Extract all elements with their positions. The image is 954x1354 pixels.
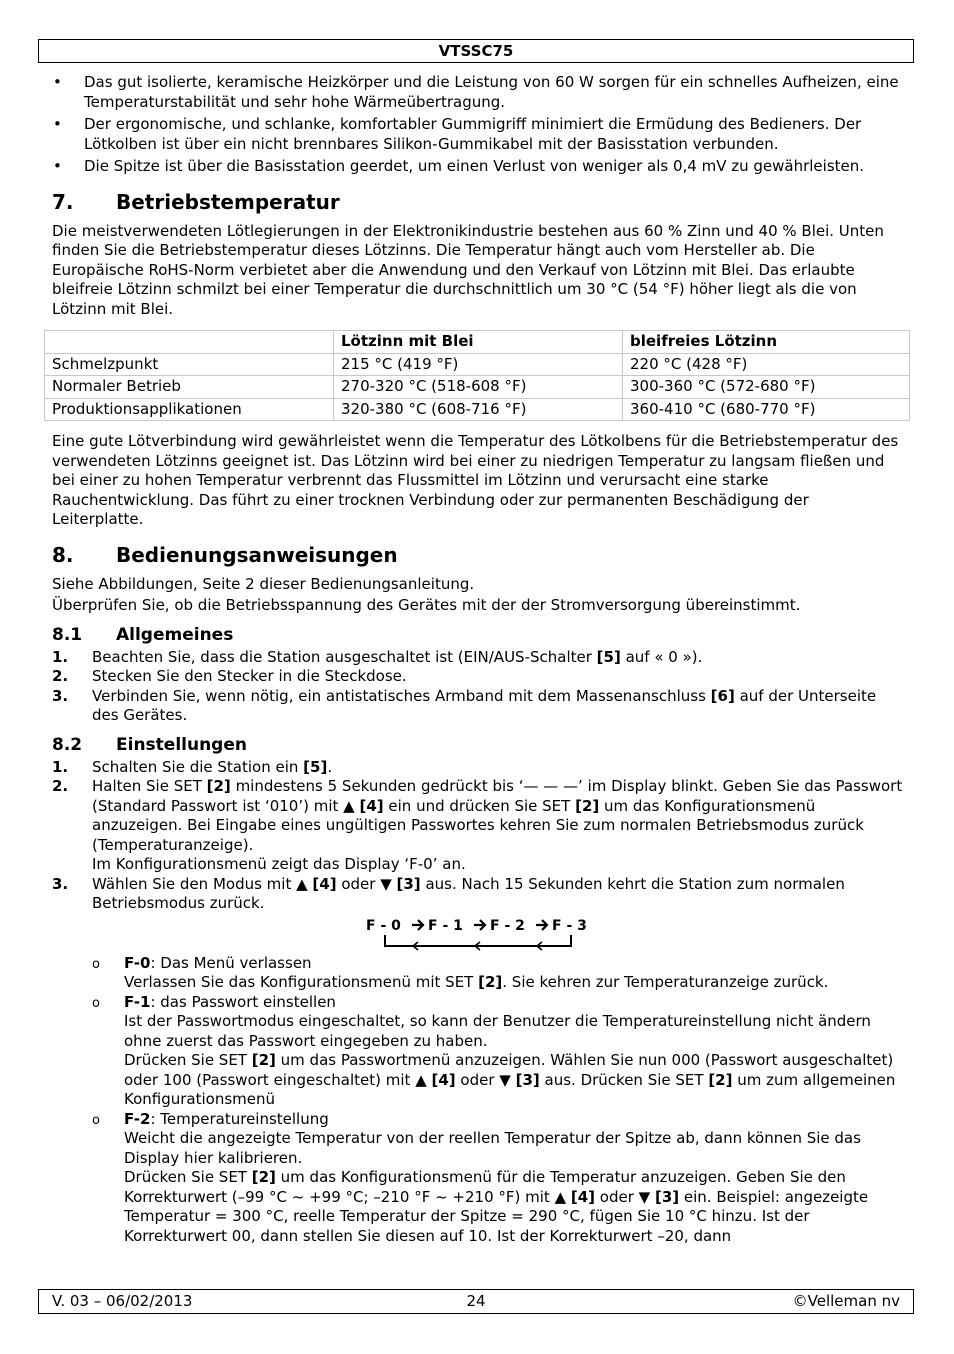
reference-label: [2]: [575, 796, 600, 815]
reference-label: [3]: [396, 874, 421, 893]
option-text: oder ▼: [455, 1070, 516, 1089]
section-title: Betriebstemperatur: [116, 189, 340, 214]
table-cell: 360-410 °C (680-770 °F): [623, 398, 910, 421]
step-text: mindestens 5 Sekunden gedrückt bis ‘— — —’ im Display blinkt. Geben Sie das Passwort (Standard Passwort ist ‘010’) mit ▲: [92, 777, 903, 815]
step-number: 3.: [52, 874, 69, 893]
subsection-heading-8-1: [52, 624, 904, 646]
option-title: : Das Menü verlassen: [150, 953, 312, 972]
subsection-number: 8.2: [52, 734, 83, 755]
arrow-right-icon: [536, 920, 547, 930]
arrow-right-icon: [474, 920, 485, 930]
table-cell: Schmelzpunkt: [45, 353, 334, 376]
option-text: ein. Beispiel: angezeigte Temperatur = 300 °C, reelle Temperatur der Spitze = 290 °C, fügen Sie 10 °C hinzu. Ist der Korrekturwert 00, dann stellen Sie diesen auf 10. Ist der Korrekturwert –20, dann: [124, 1187, 869, 1245]
reference-label: [5]: [303, 757, 328, 776]
step-item: [52, 875, 904, 914]
option-key: F-1: [124, 992, 151, 1011]
step-text: Stecken Sie den Stecker in die Steckdose.: [92, 667, 407, 685]
page-content: [52, 73, 904, 1246]
menu-options-list: [92, 954, 904, 1247]
step-text: Schalten Sie die Station ein: [92, 757, 304, 776]
step-text: ein und drücken Sie SET: [383, 796, 576, 815]
step-number: 2.: [52, 667, 69, 685]
version-label: V. 03 – 06/02/2013: [52, 1292, 193, 1310]
step-number: 1.: [52, 757, 69, 776]
step-text: oder ▼: [336, 874, 397, 893]
page-footer: [38, 1289, 914, 1314]
option-text: Weicht die angezeigte Temperatur von der reellen Temperatur der Spitze ab, dann können Sie das Display hier kalibrieren.: [124, 1129, 861, 1167]
step-text: um das Konfigurationsmenü anzuzeigen. Bei Eingabe eines ungültigen Passwortes kehren Sie zum normalen Betriebsmodus zurück (Temperaturanzeige).: [92, 796, 864, 854]
option-text: um das Passwortmenü anzuzeigen. Wählen Sie nun 000 (Passwort ausgeschaltet) oder 100 (Passwort eingeschaltet) mit ▲: [124, 1051, 894, 1089]
table-header-cell: bleifreies Lötzinn: [623, 331, 910, 354]
option-text: Verlassen Sie das Konfigurationsmenü mit SET: [124, 973, 479, 991]
diagram-label-f1: F - 1: [428, 917, 463, 934]
reference-label: [4]: [431, 1070, 456, 1089]
step-item: [52, 667, 904, 687]
table-cell: 270-320 °C (518-608 °F): [334, 376, 623, 399]
option-text: um zum allgemeinen Konfigurationsmenü: [124, 1070, 896, 1108]
reference-label: [5]: [596, 647, 621, 666]
header-title: VTSSC75: [438, 42, 514, 60]
option-key: F-0: [124, 953, 151, 972]
step-text: auf « 0 »).: [620, 647, 703, 666]
step-text: aus. Nach 15 Sekunden kehrt die Station zum normalen Betriebsmodus zurück.: [92, 874, 845, 912]
menu-option-f2: [92, 1110, 904, 1247]
step-number: 3.: [52, 686, 69, 705]
paragraph: Die meistverwendeten Lötlegierungen in der Elektronikindustrie bestehen aus 60 % Zinn und 40 % Blei. Unten finden Sie die Betriebstemperatur dieses Lötzinns. Die Temperatur hängt auch vom Hersteller ab. Die Europäische RoHS-Norm verbietet aber die Anwendung und den Verkauf von Lötzinn mit Blei. Das erlaubte bleifreie Lötzinn schmilzt bei einer Temperatur die durchschnittlich um 30 °C (54 °F) höher liegt als die von Lötzinn mit Blei.: [52, 221, 884, 318]
table-header-row: [45, 331, 910, 354]
reference-label: [4]: [312, 874, 337, 893]
step-item: [52, 648, 904, 668]
option-key: F-2: [124, 1109, 151, 1128]
table-cell: Produktionsapplikationen: [45, 398, 334, 421]
step-text: auf der Unterseite des Gerätes.: [92, 686, 877, 724]
section-number: 7.: [52, 189, 74, 214]
page-header: [38, 39, 914, 63]
paragraph: Siehe Abbildungen, Seite 2 dieser Bedienungsanleitung.: [52, 574, 475, 593]
reference-label: [2]: [251, 1168, 276, 1186]
option-text: Drücken Sie SET: [124, 1168, 252, 1186]
reference-label: [2]: [478, 973, 503, 991]
section-title: Bedienungsanweisungen: [116, 542, 398, 567]
table-header-cell: [45, 331, 334, 354]
step-text: Wählen Sie den Modus mit ▲: [92, 874, 313, 893]
subsection-heading-8-2: [52, 734, 904, 756]
paragraph: Überprüfen Sie, ob die Betriebsspannung des Gerätes mit der der Stromversorgung übereinstimmt.: [52, 596, 801, 614]
step-text: Im Konfigurationsmenü zeigt das Display ‘F-0’ an.: [92, 855, 466, 873]
option-text: . Sie kehren zur Temperaturanzeige zurück.: [502, 973, 829, 991]
section-heading-8: [52, 543, 904, 567]
reference-label: [3]: [654, 1187, 680, 1206]
table-header-cell: Lötzinn mit Blei: [334, 331, 623, 354]
option-title: : das Passwort einstellen: [150, 992, 336, 1011]
step-text: Beachten Sie, dass die Station ausgeschaltet ist (EIN/AUS-Schalter: [92, 647, 597, 666]
page-number: 24: [466, 1292, 486, 1310]
table-cell: 215 °C (419 °F): [334, 353, 623, 376]
steps-list: [52, 758, 904, 914]
table-cell: 300-360 °C (572-680 °F): [623, 376, 910, 399]
table-row: [45, 376, 910, 399]
return-path-icon: [385, 935, 571, 950]
step-number: 2.: [52, 777, 69, 795]
section-number: 8.: [52, 542, 74, 567]
menu-cycle-diagram: [366, 916, 596, 952]
table-cell: Normaler Betrieb: [45, 376, 334, 399]
option-title: : Temperatureinstellung: [150, 1109, 329, 1128]
reference-label: [3]: [515, 1070, 540, 1089]
bullet-item: • Das gut isolierte, keramische Heizkörper und die Leistung von 60 W sorgen für ein schnelles Aufheizen, eine Temperaturstabilität und sehr hohe Wärmeübertragung.: [52, 73, 904, 112]
copyright-label: ©Velleman nv: [792, 1292, 900, 1310]
paragraph: Eine gute Lötverbindung wird gewährleistet wenn die Temperatur des Lötkolbens für die Betriebstemperatur des verwendeten Lötzinns geeignet ist. Das Lötzinn wird bei einer zu niedrigen Temperatur zu langsam fließen und bei einer zu hohen Temperatur verbrennt das Flussmittel im Lötzinn und verursacht eine starke Rauchentwicklung. Das führt zu einer trocknen Verbindung oder zur permanenten Beschädigung der Leiterplatte.: [52, 432, 899, 528]
section-heading-7: [52, 190, 904, 214]
bullet-item: • Der ergonomische, und schlanke, komfortabler Gummigriff minimiert die Ermüdung des Bedieners. Der Lötkolben ist über ein nicht brennbares Silikon-Gummikabel mit der Basisstation verbunden.: [52, 115, 904, 154]
menu-option-f1: [92, 993, 904, 1110]
table-cell: 220 °C (428 °F): [623, 353, 910, 376]
option-text: Ist der Passwortmodus eingeschaltet, so kann der Benutzer die Temperatureinstellung nicht ändern ohne zuerst das Passwort eingegeben zu haben.: [124, 1012, 871, 1050]
step-text: Halten Sie SET: [92, 777, 207, 795]
step-item: [52, 687, 904, 726]
table-cell: 320-380 °C (608-716 °F): [334, 398, 623, 421]
arrow-right-icon: [412, 920, 423, 930]
diagram-label-f0: F - 0: [366, 917, 401, 934]
menu-option-f0: [92, 954, 904, 993]
steps-list: [52, 648, 904, 726]
reference-label: [2]: [251, 1051, 276, 1069]
reference-label: [4]: [570, 1187, 596, 1206]
subsection-number: 8.1: [52, 624, 83, 645]
temperature-table: [44, 330, 910, 421]
subsection-title: Allgemeines: [116, 624, 234, 645]
step-number: 1.: [52, 647, 69, 666]
intro-bullet-list: [52, 73, 904, 177]
step-item: [52, 777, 904, 875]
reference-label: [6]: [710, 686, 735, 705]
reference-label: [2]: [708, 1070, 733, 1089]
option-text: oder ▼: [595, 1187, 655, 1206]
table-row: [45, 398, 910, 421]
diagram-label-f3: F - 3: [552, 917, 587, 934]
reference-label: [4]: [359, 796, 384, 815]
table-row: [45, 353, 910, 376]
option-text: aus. Drücken Sie SET: [539, 1070, 709, 1089]
bullet-item: • Die Spitze ist über die Basisstation geerdet, um einen Verlust von weniger als 0,4 mV zu gewährleisten.: [52, 157, 904, 177]
reference-label: [2]: [206, 777, 231, 795]
step-text: Verbinden Sie, wenn nötig, ein antistatisches Armband mit dem Massenanschluss: [92, 686, 711, 705]
step-item: [52, 758, 904, 778]
option-text: Drücken Sie SET: [124, 1051, 252, 1069]
diagram-label-f2: F - 2: [490, 917, 525, 934]
option-text: um das Konfigurationsmenü für die Temperatur anzuzeigen. Geben Sie den Korrekturwert (–99 °C ~ +99 °C; –210 °F ~ +210 °F) mit ▲: [124, 1168, 846, 1206]
step-text: .: [327, 757, 333, 776]
subsection-title: Einstellungen: [116, 734, 247, 755]
